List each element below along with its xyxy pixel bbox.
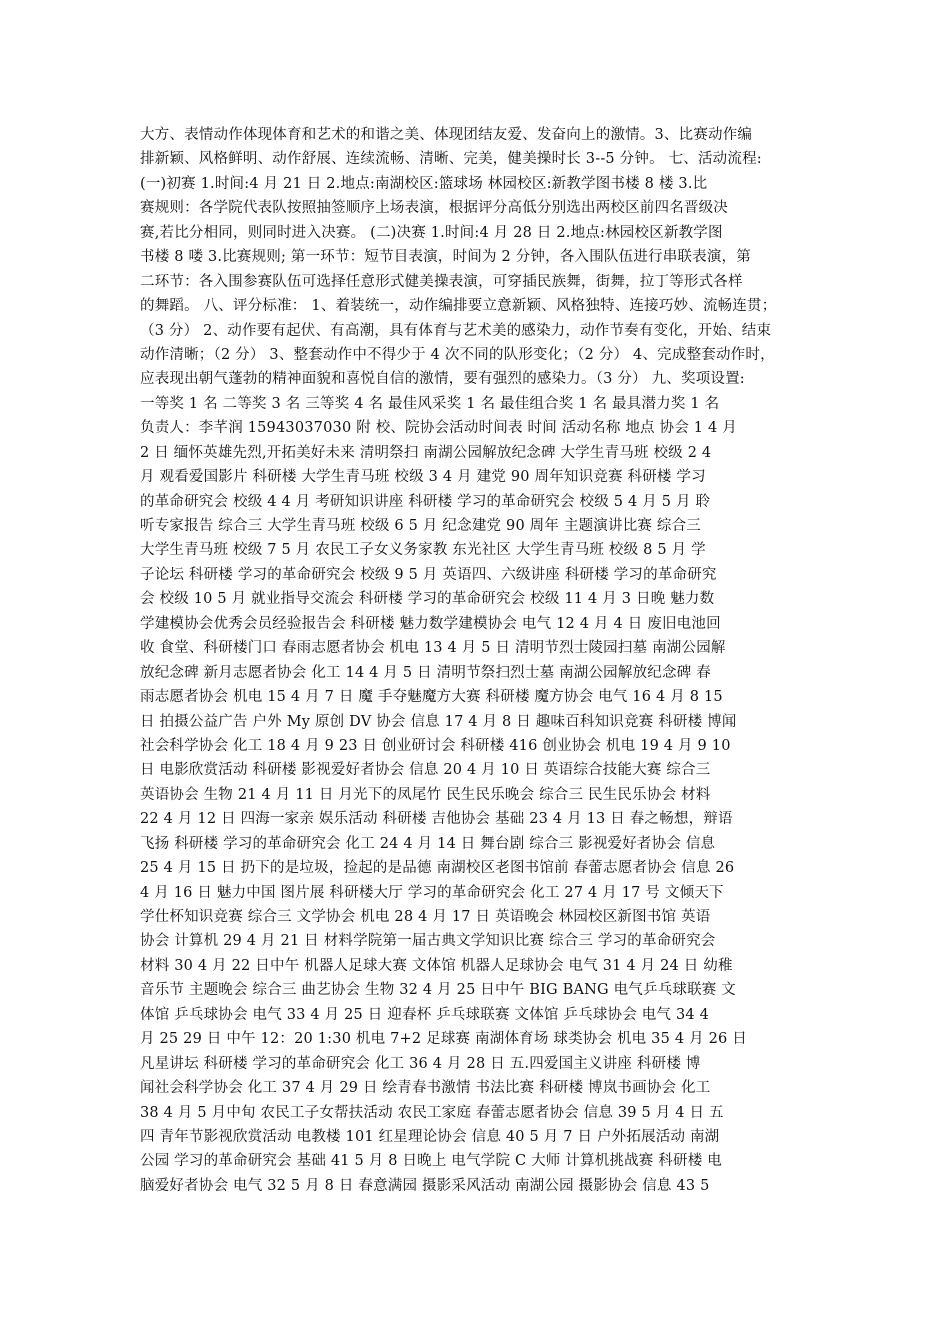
text-line: 大方、表情动作体现体育和艺术的和谐之美、体现团结友爱、发奋向上的激情。3、比赛动作编	[140, 127, 753, 143]
text-line: 负责人：李芊润 15943037030 附 校、院协会活动时间表 时间 活动名称 地点 协会 1 4 月	[140, 420, 737, 437]
text-line: 协会 计算机 29 4 月 21 日 材料学院第一届古典文学知识比赛 综合三 学习的革命研究会	[140, 933, 716, 950]
text-line: 体馆 乒乓球协会 电气 33 4 月 25 日 迎春杯 乒乓球联赛 文体馆 乒乓球协会 电气 34 4	[140, 1006, 710, 1023]
text-line: 社会科学协会 化工 18 4 月 9 23 日 创业研讨会 科研楼 416 创业协会 机电 19 4 月 9 10	[140, 737, 731, 754]
text-line: 英语协会 生物 21 4 月 11 日 月光下的凤尾竹 民生民乐晚会 综合三 民生民乐协会 材料	[140, 786, 711, 803]
text-line: 凡星讲坛 科研楼 学习的革命研究会 化工 36 4 月 28 日 五.四爱国主义讲座 科研楼 博	[140, 1055, 701, 1072]
text-line: 动作清晰；（2 分） 3、整套动作中不得少于 4 次不同的队形变化；（2 分） 4、完成整套动作时，	[140, 346, 775, 363]
text-line: 应表现出朝气蓬勃的精神面貌和喜悦自信的激情，要有强烈的感染力。（3 分） 九、奖项设置:	[140, 371, 745, 388]
text-line: (一)初赛 1.时间:4 月 21 日 2.地点:南湖校区:篮球场 林园校区:新教学图书楼 8 楼 3.比	[140, 175, 708, 192]
text-line: 赛规则：各学院代表队按照抽签顺序上场表演，根据评分高低分别选出两校区前四名晋级决	[140, 200, 728, 217]
text-line: 4 月 16 日 魅力中国 图片展 科研楼大厅 学习的革命研究会 化工 27 4 月 17 号 文倾天下	[140, 884, 724, 901]
text-line: 脑爱好者协会 电气 32 5 月 8 日 春意满园 摄影采风活动 南湖公园 摄影协会 信息 43 5	[140, 1177, 710, 1194]
text-line: 的舞蹈。 八、评分标准： 1、着装统一，动作编排要立意新颖、风格独特、连接巧妙、流畅连贯；	[140, 298, 777, 315]
text-line: 会 校级 10 5 月 就业指导交流会 科研楼 学习的革命研究会 校级 11 4 月 3 日晚 魅力数	[140, 591, 715, 608]
text-line: 放纪念碑 新月志愿者协会 化工 14 4 月 5 日 清明节祭扫烈士墓 南湖公园解放纪念碑 春	[140, 664, 711, 681]
text-line: 材料 30 4 月 22 日中午 机器人足球大赛 文体馆 机器人足球协会 电气 31 4 月 24 日 幼稚	[140, 957, 733, 974]
text-line: 飞扬 科研楼 学习的革命研究会 化工 24 4 月 14 日 舞台剧 综合三 影视爱好者协会 信息	[140, 835, 716, 852]
text-line: 学仕杯知识竞赛 综合三 文学协会 机电 28 4 月 17 日 英语晚会 林园校区新图书馆 英语	[140, 909, 711, 925]
text-line: 二环节：各入围参赛队伍可选择任意形式健美操表演，可穿插民族舞，街舞，拉丁等形式各样	[140, 273, 743, 290]
text-line: 月 25 29 日 中午 12：20 1:30 机电 7+2 足球赛 南湖体育场 球类协会 机电 35 4 月 26 日	[140, 1031, 747, 1048]
text-line: 的革命研究会 校级 4 4 月 考研知识讲座 科研楼 学习的革命研究会 校级 5 4 月 5 月 聆	[140, 493, 711, 510]
text-line: 赛,若比分相同，则同时进入决赛。 (二)决赛 1.时间:4 月 28 日 2.地点:林园校区新教学图	[140, 224, 723, 241]
text-line: 日 拍摄公益广告 户外 My 原创 DV 协会 信息 17 4 月 8 日 趣味百科知识竞赛 科研楼 博闻	[140, 713, 737, 730]
text-line: 收 食堂、科研楼门口 春雨志愿者协会 机电 13 4 月 5 日 清明节烈士陵园扫墓 南湖公园解	[140, 640, 726, 657]
text-line: 听专家报告 综合三 大学生青马班 校级 6 5 月 纪念建党 90 周年 主题演讲比赛 综合三	[140, 518, 701, 534]
text-line: 38 4 月 5 月中旬 农民工子女帮扶活动 农民工家庭 春蕾志愿者协会 信息 39 5 月 4 日 五	[140, 1104, 724, 1121]
text-line: 学建模协会优秀会员经验报告会 科研楼 魅力数学建模协会 电气 12 4 月 4 日 废旧电池回	[140, 615, 721, 632]
text-line: 四 青年节影视欣赏活动 电教楼 101 红星理论协会 信息 40 5 月 7 日 户外拓展活动 南湖	[140, 1128, 720, 1145]
text-line: 大学生青马班 校级 7 5 月 农民工子女义务家教 东光社区 大学生青马班 校级 8 5 月 学	[140, 542, 706, 559]
text-line: 子论坛 科研楼 学习的革命研究会 校级 9 5 月 英语四、六级讲座 科研楼 学习的革命研究	[140, 566, 717, 583]
text-line: 22 4 月 12 日 四海一家亲 娱乐活动 科研楼 吉他协会 基础 23 4 月 13 日 春之畅想，辩语	[140, 811, 733, 828]
text-line: 日 电影欣赏活动 科研楼 影视爱好者协会 信息 20 4 月 10 日 英语综合技能大赛 综合三	[140, 762, 711, 779]
text-line: 排新颖、风格鲜明、动作舒展、连续流畅、清晰、完美，健美操时长 3--5 分钟。 七、活动流程:	[140, 151, 762, 168]
text-line: 书楼 8 喽 3.比赛规则; 第一环节：短节目表演，时间为 2 分钟，各入围队伍进行串联表演，第	[140, 249, 751, 266]
text-line: 25 4 月 15 日 扔下的是垃圾，捡起的是品德 南湖校区老图书馆前 春蕾志愿者协会 信息 26	[140, 860, 735, 877]
text-line: （3 分） 2、动作要有起伏、有高潮，具有体育与艺术美的感染力，动作节奏有变化，开始、结束	[140, 322, 772, 339]
text-line: 音乐节 主题晚会 综合三 曲艺协会 生物 32 4 月 25 日中午 BIG BANG 电气乒乓球联赛 文	[140, 982, 737, 999]
text-line: 雨志愿者协会 机电 15 4 月 7 日 魔 手夺魅魔方大赛 科研楼 魔方协会 电气 16 4 月 8 15	[140, 689, 723, 706]
document-body	[140, 123, 820, 1198]
text-line: 一等奖 1 名 二等奖 3 名 三等奖 4 名 最佳风采奖 1 名 最佳组合奖 1 名 最具潜力奖 1 名	[140, 395, 720, 412]
text-line: 闻社会科学协会 化工 37 4 月 29 日 绘青春书激情 书法比赛 科研楼 博岚书画协会 化工	[140, 1080, 711, 1097]
text-line: 2 日 缅怀英雄先烈,开拓美好未来 清明祭扫 南湖公园解放纪念碑 大学生青马班 校级 2 4	[140, 444, 712, 461]
text-line: 月 观看爱国影片 科研楼 大学生青马班 校级 3 4 月 建党 90 周年知识竞赛 科研楼 学习	[140, 469, 706, 486]
text-line: 公园 学习的革命研究会 基础 41 5 月 8 日晚上 电气学院 C 大师 计算机挑战赛 科研楼 电	[140, 1153, 722, 1170]
